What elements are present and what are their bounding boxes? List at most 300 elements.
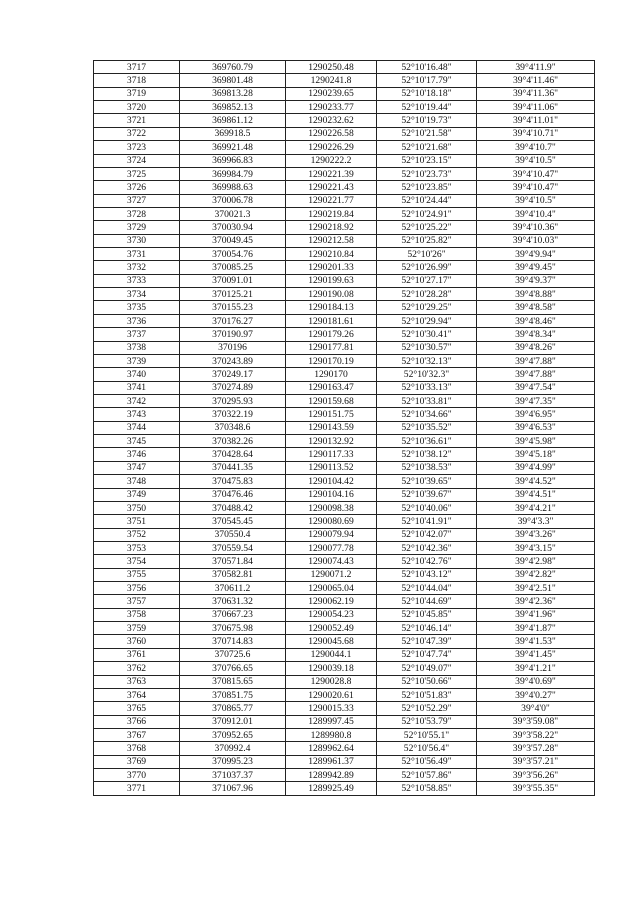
x-coordinate-cell: 369852.13 [180,101,286,114]
latitude-cell: 52°10'19.73" [377,114,477,127]
x-coordinate-cell: 370766.65 [180,662,286,675]
table-row [94,234,595,247]
latitude-cell: 52°10'43.12" [377,568,477,581]
point-number-cell: 3761 [94,648,180,661]
longitude-cell: 39°4'4.51" [477,488,595,501]
x-coordinate-cell: 370428.64 [180,448,286,461]
x-coordinate-cell: 370006.78 [180,194,286,207]
y-coordinate-cell: 1290179.26 [286,328,377,341]
latitude-cell: 52°10'50.66" [377,675,477,688]
y-coordinate-cell: 1290241.8 [286,74,377,87]
point-number-cell: 3737 [94,328,180,341]
y-coordinate-cell: 1290080.69 [286,515,377,528]
point-number-cell: 3758 [94,608,180,621]
y-coordinate-cell: 1290151.75 [286,408,377,421]
table-row [94,688,595,701]
table-row [94,742,595,755]
x-coordinate-cell: 370348.6 [180,421,286,434]
x-coordinate-cell: 370815.65 [180,675,286,688]
longitude-cell: 39°3'59.08" [477,715,595,728]
point-number-cell: 3718 [94,74,180,87]
point-number-cell: 3749 [94,488,180,501]
longitude-cell: 39°4'7.88" [477,368,595,381]
longitude-cell: 39°4'8.46" [477,314,595,327]
x-coordinate-cell: 370912.01 [180,715,286,728]
x-coordinate-cell: 370675.98 [180,622,286,635]
latitude-cell: 52°10'51.83" [377,688,477,701]
longitude-cell: 39°4'1.53" [477,635,595,648]
longitude-cell: 39°4'11.01" [477,114,595,127]
x-coordinate-cell: 370030.94 [180,221,286,234]
latitude-cell: 52°10'40.06" [377,501,477,514]
latitude-cell: 52°10'25.82" [377,234,477,247]
longitude-cell: 39°4'11.06" [477,101,595,114]
latitude-cell: 52°10'46.14" [377,622,477,635]
latitude-cell: 52°10'36.61" [377,435,477,448]
y-coordinate-cell: 1290065.04 [286,582,377,595]
x-coordinate-cell: 370952.65 [180,728,286,741]
y-coordinate-cell: 1290062.19 [286,595,377,608]
latitude-cell: 52°10'42.07" [377,528,477,541]
y-coordinate-cell: 1289961.37 [286,755,377,768]
latitude-cell: 52°10'18.18" [377,87,477,100]
y-coordinate-cell: 1290201.33 [286,261,377,274]
x-coordinate-cell: 370176.27 [180,314,286,327]
latitude-cell: 52°10'17.79" [377,74,477,87]
y-coordinate-cell: 1290104.42 [286,475,377,488]
y-coordinate-cell: 1290210.84 [286,248,377,261]
y-coordinate-cell: 1290177.81 [286,341,377,354]
x-coordinate-cell: 370545.45 [180,515,286,528]
longitude-cell: 39°4'7.35" [477,394,595,407]
point-number-cell: 3719 [94,87,180,100]
point-number-cell: 3750 [94,501,180,514]
point-number-cell: 3765 [94,702,180,715]
x-coordinate-cell: 370091.01 [180,274,286,287]
longitude-cell: 39°4'3.26" [477,528,595,541]
y-coordinate-cell: 1290233.77 [286,101,377,114]
point-number-cell: 3733 [94,274,180,287]
longitude-cell: 39°3'57.21" [477,755,595,768]
point-number-cell: 3747 [94,461,180,474]
longitude-cell: 39°4'2.51" [477,582,595,595]
latitude-cell: 52°10'45.85" [377,608,477,621]
longitude-cell: 39°4'2.98" [477,555,595,568]
y-coordinate-cell: 1290077.78 [286,541,377,554]
latitude-cell: 52°10'57.86" [377,769,477,782]
x-coordinate-cell: 370476.46 [180,488,286,501]
y-coordinate-cell: 1290132.92 [286,435,377,448]
longitude-cell: 39°3'57.28" [477,742,595,755]
point-number-cell: 3742 [94,394,180,407]
latitude-cell: 52°10'42.76" [377,555,477,568]
y-coordinate-cell: 1290143.59 [286,421,377,434]
table-row [94,61,595,74]
latitude-cell: 52°10'38.53" [377,461,477,474]
point-number-cell: 3756 [94,582,180,595]
point-number-cell: 3751 [94,515,180,528]
table-row [94,381,595,394]
point-number-cell: 3755 [94,568,180,581]
latitude-cell: 52°10'26" [377,248,477,261]
y-coordinate-cell: 1290159.68 [286,394,377,407]
longitude-cell: 39°4'3.15" [477,541,595,554]
table-row [94,141,595,154]
longitude-cell: 39°4'8.58" [477,301,595,314]
point-number-cell: 3754 [94,555,180,568]
x-coordinate-cell: 370021.3 [180,207,286,220]
y-coordinate-cell: 1290199.63 [286,274,377,287]
latitude-cell: 52°10'47.39" [377,635,477,648]
table-row [94,448,595,461]
point-number-cell: 3723 [94,141,180,154]
y-coordinate-cell: 1290015.33 [286,702,377,715]
point-number-cell: 3734 [94,288,180,301]
x-coordinate-cell: 370322.19 [180,408,286,421]
table-row [94,461,595,474]
longitude-cell: 39°4'0.27" [477,688,595,701]
latitude-cell: 52°10'53.79" [377,715,477,728]
y-coordinate-cell: 1290113.52 [286,461,377,474]
y-coordinate-cell: 1290221.43 [286,181,377,194]
point-number-cell: 3759 [94,622,180,635]
latitude-cell: 52°10'23.15" [377,154,477,167]
latitude-cell: 52°10'24.44" [377,194,477,207]
point-number-cell: 3731 [94,248,180,261]
x-coordinate-cell: 370475.83 [180,475,286,488]
point-number-cell: 3753 [94,541,180,554]
y-coordinate-cell: 1289962.64 [286,742,377,755]
latitude-cell: 52°10'58.85" [377,782,477,795]
x-coordinate-cell: 369988.63 [180,181,286,194]
longitude-cell: 39°4'7.54" [477,381,595,394]
x-coordinate-cell: 370155.23 [180,301,286,314]
table-row [94,728,595,741]
longitude-cell: 39°4'5.18" [477,448,595,461]
table-row [94,662,595,675]
longitude-cell: 39°4'10.4" [477,207,595,220]
table-row [94,568,595,581]
latitude-cell: 52°10'56.49" [377,755,477,768]
longitude-cell: 39°4'1.96" [477,608,595,621]
y-coordinate-cell: 1290039.18 [286,662,377,675]
latitude-cell: 52°10'47.74" [377,648,477,661]
y-coordinate-cell: 1290052.49 [286,622,377,635]
latitude-cell: 52°10'27.17" [377,274,477,287]
longitude-cell: 39°4'9.37" [477,274,595,287]
point-number-cell: 3768 [94,742,180,755]
y-coordinate-cell: 1289942.89 [286,769,377,782]
latitude-cell: 52°10'25.22" [377,221,477,234]
latitude-cell: 52°10'28.28" [377,288,477,301]
y-coordinate-cell: 1290226.58 [286,127,377,140]
x-coordinate-cell: 369984.79 [180,167,286,180]
table-row [94,715,595,728]
point-number-cell: 3728 [94,207,180,220]
point-number-cell: 3732 [94,261,180,274]
y-coordinate-cell: 1290181.61 [286,314,377,327]
table-row [94,528,595,541]
point-number-cell: 3769 [94,755,180,768]
point-number-cell: 3717 [94,61,180,74]
x-coordinate-cell: 370488.42 [180,501,286,514]
table-row [94,154,595,167]
y-coordinate-cell: 1290074.43 [286,555,377,568]
latitude-cell: 52°10'30.41" [377,328,477,341]
latitude-cell: 52°10'44.69" [377,595,477,608]
latitude-cell: 52°10'41.91" [377,515,477,528]
x-coordinate-cell: 370125.21 [180,288,286,301]
point-number-cell: 3752 [94,528,180,541]
longitude-cell: 39°4'10.36" [477,221,595,234]
table-row [94,782,595,795]
point-number-cell: 3766 [94,715,180,728]
latitude-cell: 52°10'38.12" [377,448,477,461]
point-number-cell: 3720 [94,101,180,114]
table-row [94,314,595,327]
y-coordinate-cell: 1290163.47 [286,381,377,394]
table-row [94,114,595,127]
table-row [94,341,595,354]
point-number-cell: 3764 [94,688,180,701]
y-coordinate-cell: 1290170.19 [286,354,377,367]
longitude-cell: 39°4'2.82" [477,568,595,581]
latitude-cell: 52°10'29.94" [377,314,477,327]
point-number-cell: 3771 [94,782,180,795]
x-coordinate-cell: 370611.2 [180,582,286,595]
y-coordinate-cell: 1290104.16 [286,488,377,501]
longitude-cell: 39°4'4.99" [477,461,595,474]
latitude-cell: 52°10'39.67" [377,488,477,501]
longitude-cell: 39°4'4.52" [477,475,595,488]
table-row [94,127,595,140]
x-coordinate-cell: 370054.76 [180,248,286,261]
y-coordinate-cell: 1290221.39 [286,167,377,180]
coordinates-table-body [94,61,595,796]
longitude-cell: 39°4'9.45" [477,261,595,274]
point-number-cell: 3770 [94,769,180,782]
x-coordinate-cell: 369813.28 [180,87,286,100]
longitude-cell: 39°4'8.26" [477,341,595,354]
table-row [94,582,595,595]
y-coordinate-cell: 1289980.8 [286,728,377,741]
x-coordinate-cell: 370995.23 [180,755,286,768]
table-row [94,475,595,488]
x-coordinate-cell: 370865.77 [180,702,286,715]
table-row [94,248,595,261]
x-coordinate-cell: 370725.6 [180,648,286,661]
y-coordinate-cell: 1290218.92 [286,221,377,234]
point-number-cell: 3735 [94,301,180,314]
longitude-cell: 39°4'5.98" [477,435,595,448]
table-row [94,435,595,448]
longitude-cell: 39°4'0.69" [477,675,595,688]
point-number-cell: 3745 [94,435,180,448]
x-coordinate-cell: 369921.48 [180,141,286,154]
y-coordinate-cell: 1290239.65 [286,87,377,100]
longitude-cell: 39°4'10.5" [477,194,595,207]
latitude-cell: 52°10'21.58" [377,127,477,140]
y-coordinate-cell: 1290044.1 [286,648,377,661]
table-row [94,207,595,220]
x-coordinate-cell: 369966.83 [180,154,286,167]
x-coordinate-cell: 369918.5 [180,127,286,140]
longitude-cell: 39°4'10.7" [477,141,595,154]
table-row [94,274,595,287]
table-row [94,541,595,554]
x-coordinate-cell: 370714.83 [180,635,286,648]
x-coordinate-cell: 370190.97 [180,328,286,341]
table-row [94,368,595,381]
point-number-cell: 3762 [94,662,180,675]
latitude-cell: 52°10'23.85" [377,181,477,194]
latitude-cell: 52°10'33.81" [377,394,477,407]
longitude-cell: 39°4'1.87" [477,622,595,635]
longitude-cell: 39°4'4.21" [477,501,595,514]
longitude-cell: 39°4'10.5" [477,154,595,167]
latitude-cell: 52°10'23.73" [377,167,477,180]
table-row [94,74,595,87]
longitude-cell: 39°4'10.47" [477,167,595,180]
latitude-cell: 52°10'55.1" [377,728,477,741]
point-number-cell: 3730 [94,234,180,247]
x-coordinate-cell: 370249.17 [180,368,286,381]
x-coordinate-cell: 370631.32 [180,595,286,608]
table-row [94,167,595,180]
latitude-cell: 52°10'26.99" [377,261,477,274]
x-coordinate-cell: 370550.4 [180,528,286,541]
latitude-cell: 52°10'44.04" [377,582,477,595]
latitude-cell: 52°10'24.91" [377,207,477,220]
x-coordinate-cell: 370274.89 [180,381,286,394]
point-number-cell: 3746 [94,448,180,461]
longitude-cell: 39°4'0" [477,702,595,715]
table-row [94,702,595,715]
longitude-cell: 39°4'11.9" [477,61,595,74]
y-coordinate-cell: 1290232.62 [286,114,377,127]
y-coordinate-cell: 1290184.13 [286,301,377,314]
point-number-cell: 3738 [94,341,180,354]
point-number-cell: 3740 [94,368,180,381]
table-row [94,501,595,514]
longitude-cell: 39°3'58.22" [477,728,595,741]
y-coordinate-cell: 1290221.77 [286,194,377,207]
y-coordinate-cell: 1290045.68 [286,635,377,648]
x-coordinate-cell: 370571.84 [180,555,286,568]
longitude-cell: 39°4'11.36" [477,87,595,100]
longitude-cell: 39°4'10.71" [477,127,595,140]
latitude-cell: 52°10'16.48" [377,61,477,74]
longitude-cell: 39°4'1.45" [477,648,595,661]
y-coordinate-cell: 1290226.29 [286,141,377,154]
table-row [94,394,595,407]
y-coordinate-cell: 1290250.48 [286,61,377,74]
table-row [94,421,595,434]
table-row [94,261,595,274]
y-coordinate-cell: 1290020.61 [286,688,377,701]
longitude-cell: 39°3'56.26" [477,769,595,782]
point-number-cell: 3767 [94,728,180,741]
latitude-cell: 52°10'33.13" [377,381,477,394]
table-row [94,635,595,648]
x-coordinate-cell: 370582.81 [180,568,286,581]
y-coordinate-cell: 1290190.08 [286,288,377,301]
x-coordinate-cell: 369801.48 [180,74,286,87]
latitude-cell: 52°10'30.57" [377,341,477,354]
table-row [94,328,595,341]
table-row [94,181,595,194]
x-coordinate-cell: 370992.4 [180,742,286,755]
point-number-cell: 3736 [94,314,180,327]
point-number-cell: 3760 [94,635,180,648]
latitude-cell: 52°10'29.25" [377,301,477,314]
table-row [94,101,595,114]
y-coordinate-cell: 1289925.49 [286,782,377,795]
y-coordinate-cell: 1290117.33 [286,448,377,461]
point-number-cell: 3741 [94,381,180,394]
latitude-cell: 52°10'42.36" [377,541,477,554]
table-row [94,675,595,688]
x-coordinate-cell: 370085.25 [180,261,286,274]
latitude-cell: 52°10'35.52" [377,421,477,434]
latitude-cell: 52°10'56.4" [377,742,477,755]
table-row [94,301,595,314]
x-coordinate-cell: 370049.45 [180,234,286,247]
point-number-cell: 3727 [94,194,180,207]
y-coordinate-cell: 1290054.23 [286,608,377,621]
table-row [94,515,595,528]
longitude-cell: 39°4'7.88" [477,354,595,367]
x-coordinate-cell: 370851.75 [180,688,286,701]
y-coordinate-cell: 1289997.45 [286,715,377,728]
latitude-cell: 52°10'52.29" [377,702,477,715]
coordinates-table [93,60,595,796]
longitude-cell: 39°4'3.3" [477,515,595,528]
y-coordinate-cell: 1290222.2 [286,154,377,167]
y-coordinate-cell: 1290219.84 [286,207,377,220]
x-coordinate-cell: 370559.54 [180,541,286,554]
latitude-cell: 52°10'34.66" [377,408,477,421]
longitude-cell: 39°4'2.36" [477,595,595,608]
longitude-cell: 39°4'10.03" [477,234,595,247]
latitude-cell: 52°10'21.68" [377,141,477,154]
table-row [94,488,595,501]
table-row [94,648,595,661]
x-coordinate-cell: 370243.89 [180,354,286,367]
y-coordinate-cell: 1290212.58 [286,234,377,247]
table-row [94,354,595,367]
point-number-cell: 3744 [94,421,180,434]
table-row [94,608,595,621]
x-coordinate-cell: 371037.37 [180,769,286,782]
x-coordinate-cell: 370196 [180,341,286,354]
y-coordinate-cell: 1290028.8 [286,675,377,688]
point-number-cell: 3729 [94,221,180,234]
longitude-cell: 39°4'9.94" [477,248,595,261]
latitude-cell: 52°10'39.65" [377,475,477,488]
point-number-cell: 3725 [94,167,180,180]
y-coordinate-cell: 1290079.94 [286,528,377,541]
x-coordinate-cell: 369760.79 [180,61,286,74]
point-number-cell: 3739 [94,354,180,367]
y-coordinate-cell: 1290098.38 [286,501,377,514]
table-row [94,288,595,301]
longitude-cell: 39°4'11.46" [477,74,595,87]
table-row [94,555,595,568]
longitude-cell: 39°4'6.95" [477,408,595,421]
latitude-cell: 52°10'19.44" [377,101,477,114]
table-row [94,194,595,207]
